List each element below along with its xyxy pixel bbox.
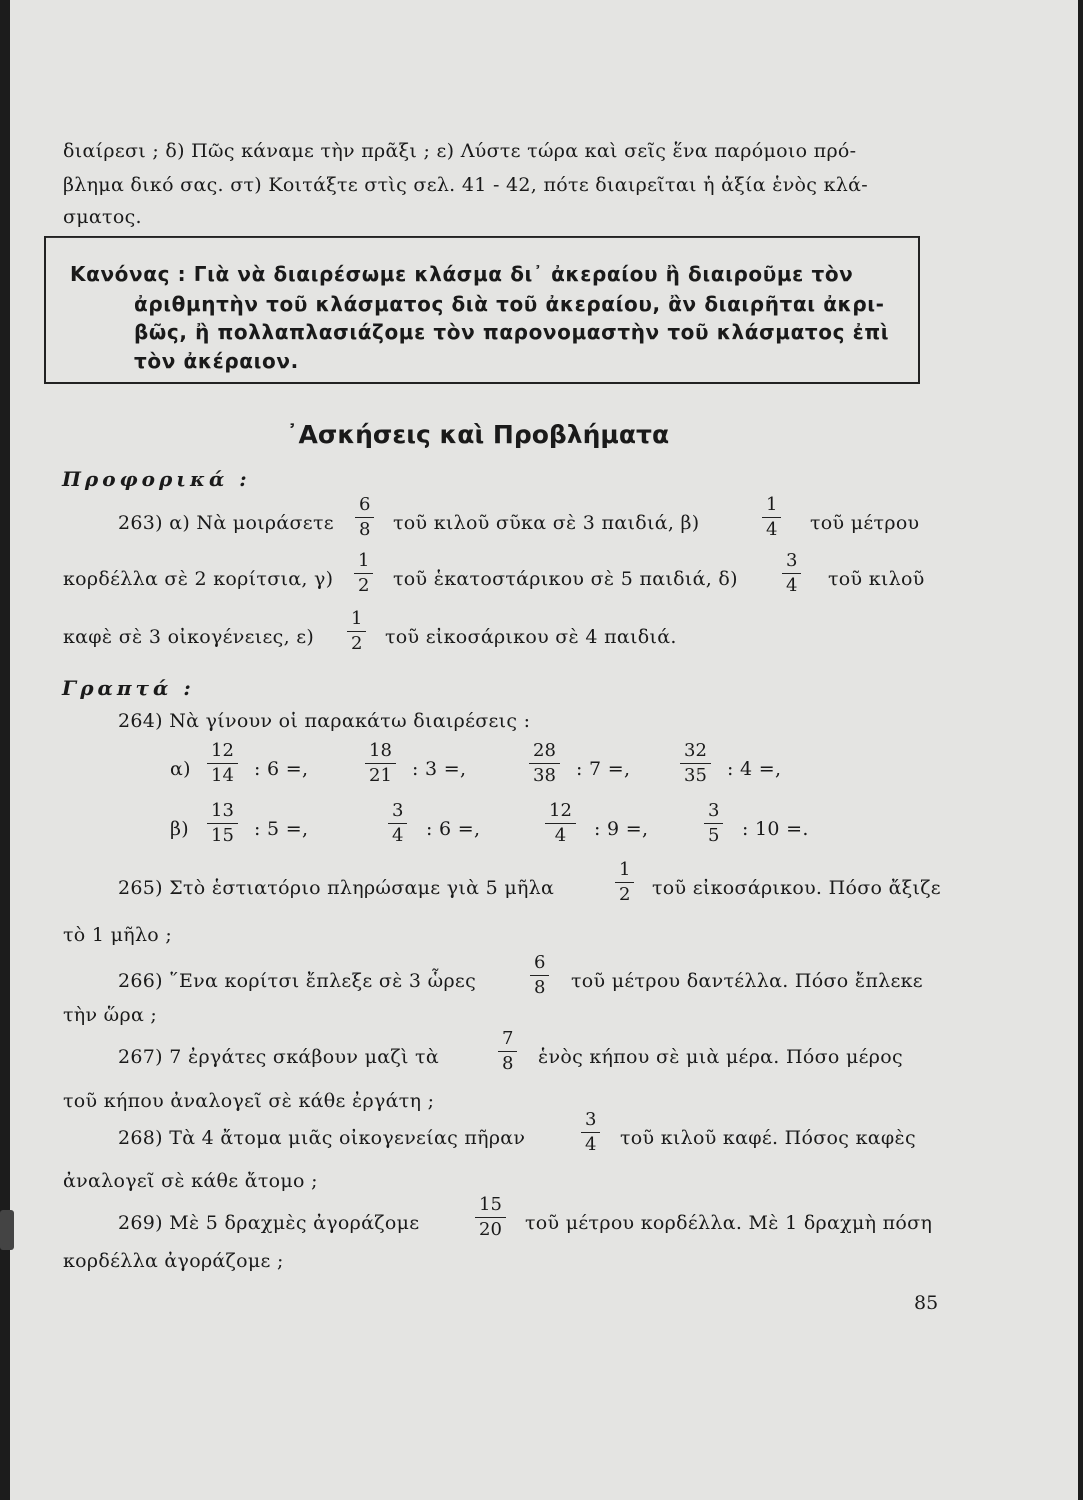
p264-intro: 264) Νὰ γίνουν οἱ παρακάτω διαιρέσεις : [118,710,531,732]
p263-e-end: τοῦ εἰκοσάρικου σὲ 4 παιδιά. [385,626,677,648]
denominator: 2 [358,575,370,596]
p266-end: τοῦ μέτρου δαντέλλα. Πόσο ἔπλεκε [571,970,923,992]
p266-line2: τὴν ὥρα ; [63,1004,158,1026]
p269-line2: κορδέλλα ἀγοράζομε ; [63,1250,284,1272]
p263-d-end: τοῦ κιλοῦ [828,568,925,590]
numerator: 15 [479,1194,502,1215]
numerator: 32 [684,740,707,761]
numerator: 1 [351,608,363,629]
denominator: 8 [359,519,371,540]
denominator: 4 [585,1134,597,1155]
p269-end: τοῦ μέτρου κορδέλλα. Μὲ 1 δραχμὴ πόση [525,1212,933,1234]
p269-start: 269) Μὲ 5 δραχμὲς ἀγοράζομε [118,1212,420,1234]
numerator: 12 [549,800,572,821]
p264-a4-op: : 4 =, [727,758,782,780]
denominator: 14 [211,765,234,786]
numerator: 3 [708,800,720,821]
p264-row-a-label: α) [170,758,191,780]
written-label: Γραπτά : [62,676,195,700]
p263-a-start: 263) α) Νὰ μοιράσετε [118,512,334,534]
rule-line-2: ἀριθμητὴν τοῦ κλάσματος διὰ τοῦ ἀκεραίου, ἂν διαιρῆται ἀκρι- [134,292,885,316]
section-heading: ᾿Ασκήσεις καὶ Προβλήματα [286,420,670,449]
p264-b1-op: : 5 =, [254,818,309,840]
p268-end: τοῦ κιλοῦ καφέ. Πόσος καφὲς [620,1127,916,1149]
p264-a1-op: : 6 =, [254,758,309,780]
p264-a3-fraction [529,742,560,785]
rule-line-1: Κανόνας : Γιὰ νὰ διαιρέσωμε κλάσμα δι᾿ ἀκεραίου ἢ διαιροῦμε τὸν [70,262,854,286]
p263-d-fraction [782,552,801,595]
p267-line2: τοῦ κήπου ἀναλογεῖ σὲ κάθε ἐργάτη ; [63,1090,435,1112]
numerator: 1 [766,494,778,515]
p263-line3-start: καφὲ σὲ 3 οἰκογένειες, ε) [63,626,315,648]
p265-fraction [615,861,634,904]
page-number: 85 [914,1292,939,1314]
denominator: 35 [684,765,707,786]
p263-b-end: τοῦ μέτρου [810,512,920,534]
denominator: 5 [708,825,720,846]
p264-b2-fraction [388,802,407,845]
p264-b1-fraction [207,802,238,845]
denominator: 2 [351,633,363,654]
numerator: 12 [211,740,234,761]
p263-g-end: τοῦ ἑκατοστάρικου σὲ 5 παιδιά, δ) [393,568,738,590]
oral-label: Προφορικά : [62,467,251,491]
p265-line2: τὸ 1 μῆλο ; [63,924,173,946]
rule-line-4: τὸν ἀκέραιον. [134,349,299,373]
intro-line-3: σματος. [63,206,142,228]
denominator: 4 [554,825,567,846]
denominator: 21 [369,765,392,786]
binding-shadow [0,1210,14,1250]
p264-a2-op: : 3 =, [412,758,467,780]
p264-a3-op: : 7 =, [576,758,631,780]
p264-b4-fraction [704,802,723,845]
numerator: 6 [534,952,546,973]
p266-fraction [530,954,549,997]
p264-b4-op: : 10 =. [742,818,809,840]
p264-a4-fraction [680,742,711,785]
p263-e-fraction [347,610,366,653]
p263-b-fraction [762,496,781,539]
denominator: 8 [502,1053,514,1074]
denominator: 38 [533,765,556,786]
numerator: 1 [619,859,631,880]
numerator: 18 [369,740,392,761]
denominator: 8 [534,977,546,998]
p264-b2-op: : 6 =, [426,818,481,840]
p268-start: 268) Τὰ 4 ἄτομα μιᾶς οἰκογενείας πῆραν [118,1127,526,1149]
p264-a1-fraction [207,742,238,785]
numerator: 7 [502,1028,514,1049]
p265-end: τοῦ εἰκοσάρικου. Πόσο ἄξιζε [652,877,941,899]
intro-line-2: βλημα δικό σας. στ) Κοιτάξτε στὶς σελ. 41 - 42, πότε διαιρεῖται ἡ ἀξία ἑνὸς κλά- [63,174,868,196]
denominator: 2 [619,884,631,905]
numerator: 28 [533,740,556,761]
denominator: 4 [392,825,404,846]
numerator: 3 [786,550,798,571]
p263-g-fraction [354,552,373,595]
denominator: 20 [479,1219,502,1240]
p264-a2-fraction [365,742,396,785]
numerator: 3 [585,1109,597,1130]
denominator: 4 [766,519,778,540]
p268-line2: ἀναλογεῖ σὲ κάθε ἄτομο ; [63,1170,318,1192]
numerator: 3 [392,800,404,821]
denominator: 15 [211,825,234,846]
denominator: 4 [786,575,798,596]
numerator: 6 [359,494,371,515]
p268-fraction [581,1111,600,1154]
p263-a-end: τοῦ κιλοῦ σῦκα σὲ 3 παιδιά, β) [393,512,700,534]
p266-start: 266) ῞Ενα κορίτσι ἔπλεξε σὲ 3 ὧρες [118,970,477,992]
p267-fraction [498,1030,517,1073]
numerator: 13 [211,800,234,821]
p263-line2-start: κορδέλλα σὲ 2 κορίτσια, γ) [63,568,334,590]
numerator: 1 [358,550,370,571]
p265-start: 265) Στὸ ἑστιατόριο πληρώσαμε γιὰ 5 μῆλα [118,877,555,899]
p263-a-fraction [355,496,374,539]
p264-b3-fraction [545,802,576,845]
p267-end: ἑνὸς κήπου σὲ μιὰ μέρα. Πόσο μέρος [538,1046,903,1068]
p269-fraction [475,1196,506,1239]
p264-b3-op: : 9 =, [594,818,649,840]
book-page [10,0,1078,1500]
p267-start: 267) 7 ἐργάτες σκάβουν μαζὶ τὰ [118,1046,439,1068]
rule-line-3: βῶς, ἢ πολλαπλασιάζομε τὸν παρονομαστὴν τοῦ κλάσματος ἐπὶ [134,320,890,344]
p264-row-b-label: β) [170,818,189,840]
intro-line-1: διαίρεσι ; δ) Πῶς κάναμε τὴν πρᾶξι ; ε) Λύστε τώρα καὶ σεῖς ἕνα παρόμοιο πρό- [63,140,857,162]
